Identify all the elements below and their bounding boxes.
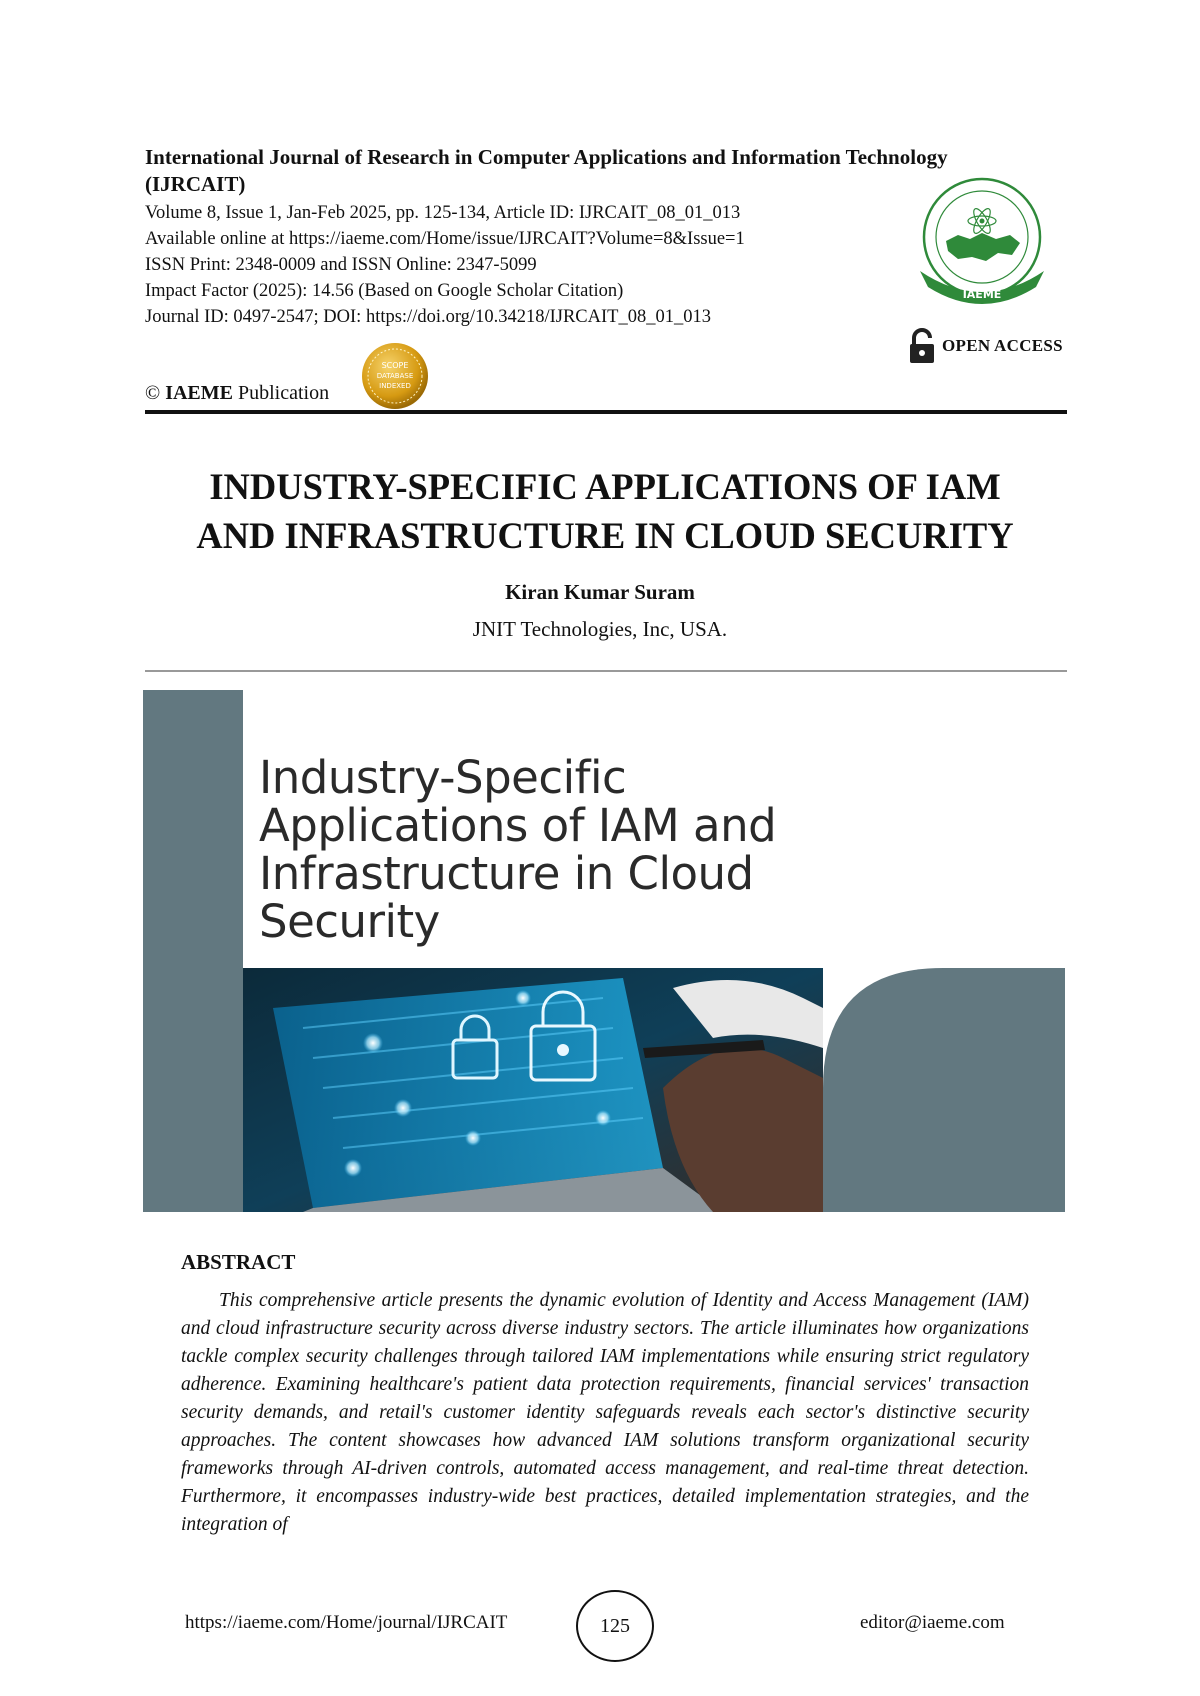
publisher-line: © IAEME Publication	[145, 382, 330, 404]
banner-title-line-3: Infrastructure in Cloud	[259, 847, 754, 900]
author-affiliation: JNIT Technologies, Inc, USA.	[472, 617, 728, 641]
footer-journal-url[interactable]: https://iaeme.com/Home/journal/IJRCAIT	[185, 1612, 508, 1633]
author-name: Kiran Kumar Suram	[505, 580, 695, 604]
scopus-indexed-badge	[360, 341, 430, 411]
page-number	[576, 1590, 654, 1662]
page-number-text: 125	[600, 1614, 630, 1637]
open-access-label	[908, 326, 1063, 366]
banner-title-line-1: Industry-Specific	[259, 751, 627, 804]
article-title	[120, 462, 1090, 560]
cover-banner	[143, 690, 1065, 1212]
footer-email[interactable]: editor@iaeme.com	[860, 1612, 1005, 1633]
journal-doi-line: Journal ID: 0497-2547; DOI: https://doi.org/10.34218/IJRCAIT_08_01_013	[145, 307, 711, 327]
open-lock-icon	[908, 328, 936, 364]
banner-arc-shape	[823, 968, 1065, 1212]
article-title-line-2: AND INFRASTRUCTURE IN CLOUD SECURITY	[196, 515, 1014, 556]
banner-title	[259, 751, 1059, 948]
journal-online-line: Available online at https://iaeme.com/Home/issue/IJRCAIT?Volume=8&Issue=1	[145, 229, 745, 249]
scopus-badge-text-3: INDEXED	[379, 382, 411, 390]
abstract-heading: ABSTRACT	[181, 1250, 296, 1274]
banner-title-line-4: Security	[259, 895, 440, 948]
scopus-badge-text-1: SCOPE	[381, 361, 409, 370]
iaeme-logo-text: IAEME	[962, 288, 1002, 301]
title-rule	[145, 670, 1067, 672]
journal-impact-line: Impact Factor (2025): 14.56 (Based on Google Scholar Citation)	[145, 281, 624, 301]
journal-title: International Journal of Research in Computer Applications and Information Technology (IJRCAIT)	[145, 145, 948, 196]
iaeme-logo	[912, 175, 1052, 315]
banner-title-line-2: Applications of IAM and	[259, 799, 777, 852]
scopus-badge-text-2: DATABASE	[376, 372, 414, 380]
journal-issn-line: ISSN Print: 2348-0009 and ISSN Online: 2347-5099	[145, 255, 537, 275]
journal-volume-line: Volume 8, Issue 1, Jan-Feb 2025, pp. 125-134, Article ID: IJRCAIT_08_01_013	[145, 203, 741, 223]
laptop-security-photo	[243, 968, 823, 1212]
header-rule	[145, 410, 1067, 414]
banner-slate-bar	[143, 690, 243, 1212]
article-title-line-1: INDUSTRY-SPECIFIC APPLICATIONS OF IAM	[209, 466, 1001, 507]
open-access-text: OPEN ACCESS	[942, 336, 1063, 355]
abstract-text: This comprehensive article presents the dynamic evolution of Identity and Access Management (IAM) and cloud infrastructure security across diverse industry sectors. The article illuminates how organizations tackle complex security challenges through tailored IAM implementations while ensuring strict regulatory adherence. Examining healthcare's patient data protection requirements, financial services' transaction security demands, and retail's customer identity safeguards reveals each sector's distinctive security approaches. The content showcases how advanced IAM solutions transform organizational security frameworks through AI-driven controls, automated access management, and real-time threat detection. Furthermore, it encompasses industry-wide best practices, detailed implementation strategies, and the integration of	[181, 1290, 1029, 1535]
